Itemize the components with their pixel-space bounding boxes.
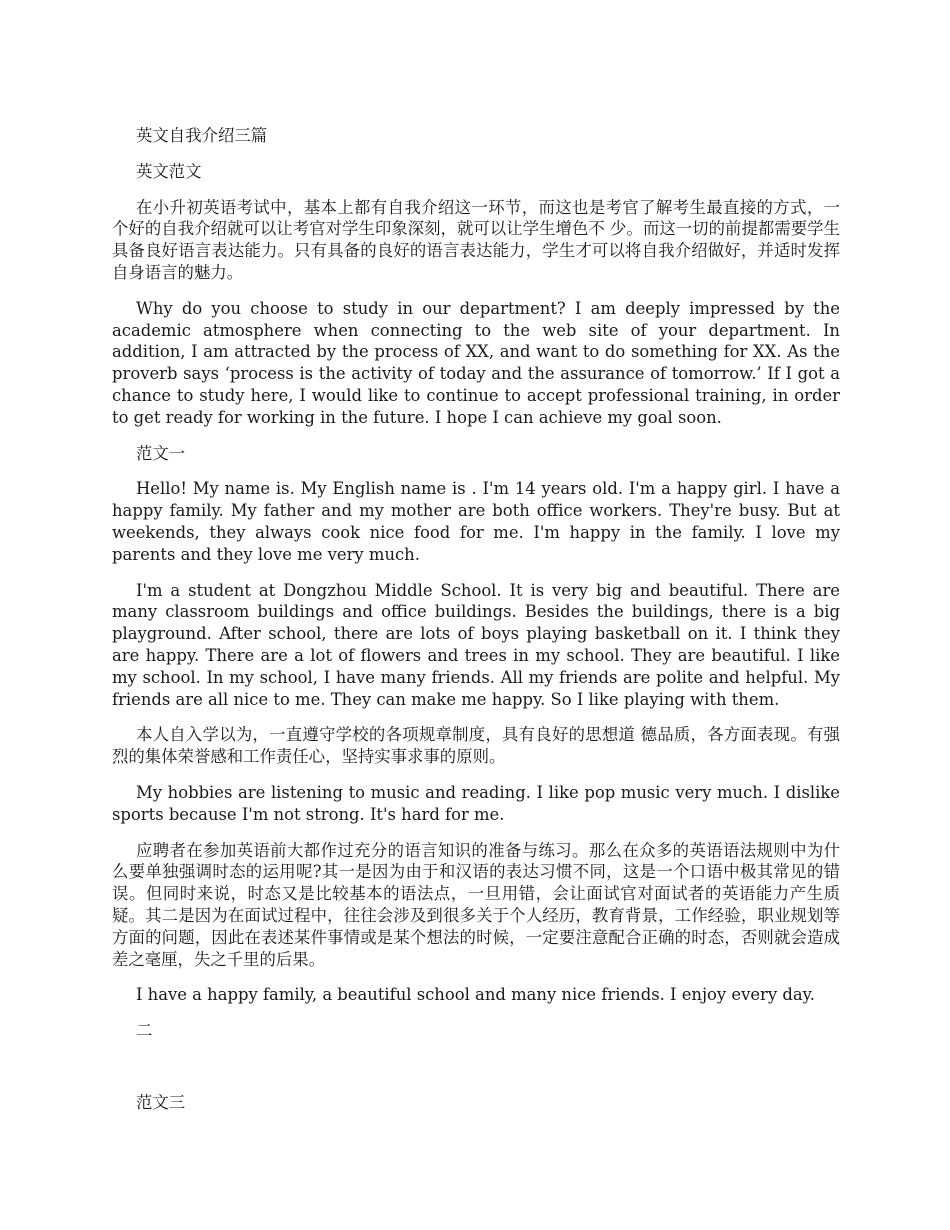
section-heading-sample-three: 范文三	[136, 1092, 186, 1112]
document-title: 英文自我介绍三篇	[136, 126, 268, 145]
paragraph-department: Why do you choose to study in our department? I am deeply impressed by the academic atmosphere when connecting to the web site of your department. In addition, I am attracted by the process of XX, and want to do something for XX. As the proverb says ‘process is the activity of today and the assurance of tomorrow.’ If I got a chance to study here, I would like to continue to accept professional training, in order to get ready for working in the future. I hope I can achieve my goal soon.	[112, 298, 840, 427]
section-heading-sample-one: 范文一	[136, 443, 186, 463]
document-body	[112, 125, 840, 1128]
paragraph-conduct-chinese: 本人自入学以为，一直遵守学校的各项规章制度，具有良好的思想道 德品质，各方面表现。有强烈的集体荣誉感和工作责任心，坚持实事求事的原则。	[112, 725, 840, 767]
section-heading-two: 二	[136, 1021, 153, 1041]
paragraph-intro-chinese: 在小升初英语考试中，基本上都有自我介绍这一环节，而这也是考官了解考生最直接的方式，一个好的自我介绍就可以让考官对学生印象深刻，就可以让学生增色不 少。而这一切的前提都需要学生具备良好语言表达能力。只有具备的良好的语言表达能力，学生才可以将自我介绍做好，并适时发挥自身语言的魅力。	[112, 197, 840, 282]
section-heading-english-sample: 英文范文	[136, 161, 202, 181]
paragraph-family: Hello! My name is. My English name is . I'm 14 years old. I'm a happy girl. I have a happy family. My father and my mother are both office workers. They're busy. But at weekends, they always cook nice food for me. I'm happy in the family. I love my parents and they love me very much.	[112, 479, 840, 564]
paragraph-summary: I have a happy family, a beautiful school and many nice friends. I enjoy every day.	[136, 985, 815, 1005]
paragraph-tense-chinese: 应聘者在参加英语前大都作过充分的语言知识的准备与练习。那么在众多的英语语法规则中为什么要单独强调时态的运用呢?其一是因为由于和汉语的表达习惯不同，这是一个口语中极其常见的错误。但同时来说，时态又是比较基本的语法点，一旦用错，会让面试官对面试者的英语能力产生质疑。其二是因为在面试过程中，往往会涉及到很多关于个人经历，教育背景，工作经验，职业规划等方面的问题，因此在表述某件事情或是某个想法的时候，一定要注意配合正确的时态，否则就会造成差之毫厘，失之千里的后果。	[112, 840, 840, 969]
paragraph-hobbies: My hobbies are listening to music and reading. I like pop music very much. I dislike sports because I'm not strong. It's hard for me.	[112, 782, 840, 824]
paragraph-school: I'm a student at Dongzhou Middle School. It is very big and beautiful. There are many classroom buildings and office buildings. Besides the buildings, there is a big playground. After school, there are lots of boys playing basketball on it. I think they are happy. There are a lot of flowers and trees in my school. They are beautiful. I like my school. In my school, I have many friends. All my friends are polite and helpful. My friends are all nice to me. They can make me happy. So I like playing with them.	[112, 580, 840, 709]
